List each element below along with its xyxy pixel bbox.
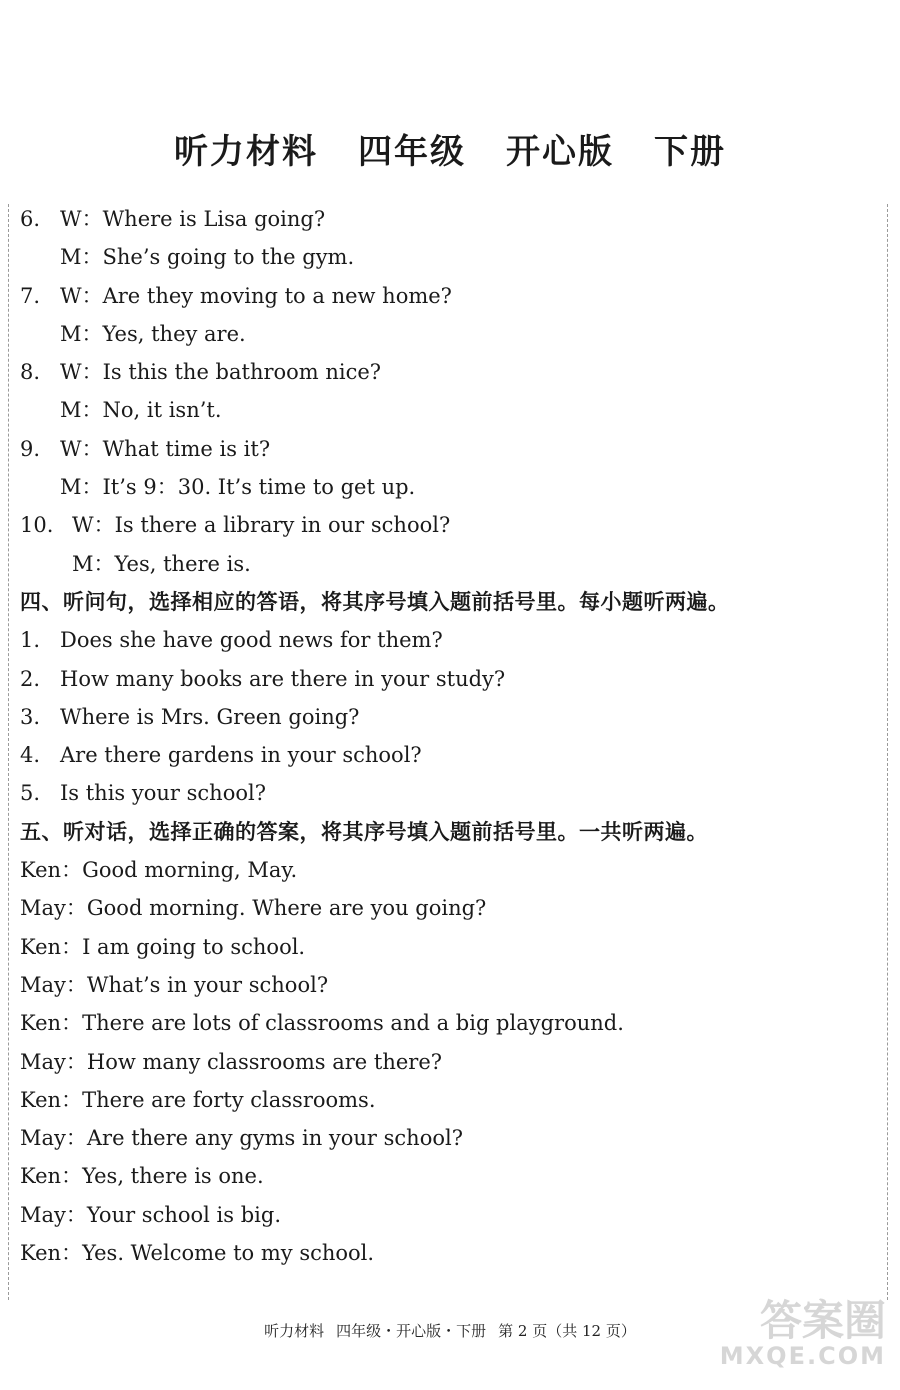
item-number: 2.	[20, 666, 41, 691]
item-number: 1.	[20, 628, 41, 653]
question-item	[20, 736, 880, 774]
item-number: 3.	[20, 704, 41, 729]
question-item	[20, 698, 880, 736]
question-text: Where is Mrs. Green going?	[60, 704, 360, 729]
speaker: Ken：	[20, 1164, 83, 1189]
dialogue-line	[20, 851, 880, 889]
item-number: 8.	[20, 360, 41, 385]
dialogue-text: Are they moving to a new home?	[102, 283, 452, 308]
title-part: 开心版	[506, 132, 614, 172]
dialogue-line	[20, 1004, 880, 1042]
speaker: M：	[60, 398, 103, 423]
speaker: Ken：	[20, 1011, 83, 1036]
speaker: Ken：	[20, 1087, 83, 1112]
speaker: M：	[60, 245, 103, 270]
dialogue-line	[20, 315, 880, 353]
dialogue-line	[20, 1119, 880, 1157]
item-number: 5.	[20, 781, 41, 806]
item-number: 6.	[20, 207, 41, 231]
section-heading: 五、听对话，选择正确的答案，将其序号填入题前括号里。一共听两遍。	[20, 819, 708, 844]
dialogue-text: Where is Lisa going?	[102, 207, 326, 231]
watermark-main: 答案圈	[759, 1296, 886, 1345]
dialogue-line	[20, 928, 880, 966]
speaker: May：	[20, 972, 87, 997]
dialogue-text: How many classrooms are there?	[86, 1049, 443, 1074]
dialogue-line	[20, 391, 880, 429]
dialogue-line	[20, 468, 880, 506]
item-number: 10.	[20, 513, 54, 538]
title-part: 听力材料	[174, 132, 318, 172]
dialogue-text: What time is it?	[102, 436, 271, 461]
speaker: May：	[20, 896, 87, 921]
dialogue-line	[20, 1043, 880, 1081]
speaker: W：	[60, 436, 103, 461]
dialogue-text: Good morning, May.	[82, 858, 298, 883]
dialogue-line	[20, 200, 880, 238]
dialogue-text: Are there any gyms in your school?	[86, 1126, 463, 1151]
item-number: 9.	[20, 436, 41, 461]
question-text: How many books are there in your study?	[60, 666, 506, 691]
question-text: Are there gardens in your school?	[60, 743, 422, 768]
dialogue-text: It’s 9：30. It’s time to get up.	[102, 475, 416, 500]
footer-label: 听力材料	[264, 1322, 325, 1340]
watermark-url: MXQE.COM	[719, 1342, 886, 1370]
dialogue-line	[20, 1234, 880, 1272]
watermark-logo	[719, 1296, 886, 1370]
dialogue-line	[20, 1196, 880, 1234]
speaker: May：	[20, 1126, 87, 1151]
speaker: W：	[72, 513, 115, 538]
question-item	[20, 774, 880, 812]
dialogue-text: There are forty classrooms.	[82, 1087, 376, 1112]
dialogue-text: Is this the bathroom nice?	[102, 360, 382, 385]
footer-page-number: 第 2 页（共 12 页）	[498, 1322, 636, 1340]
dialogue-text: No, it isn’t.	[102, 398, 222, 423]
dialogue-line	[20, 1081, 880, 1119]
dialogue-line	[20, 238, 880, 276]
dialogue-text: Good morning. Where are you going?	[86, 896, 487, 921]
dialogue-line	[20, 889, 880, 927]
speaker: W：	[60, 283, 103, 308]
question-text: Is this your school?	[60, 781, 266, 806]
dialogue-text: Yes, there is one.	[82, 1164, 264, 1189]
dialogue-line	[20, 277, 880, 315]
content-body	[20, 200, 880, 1272]
title-part: 下册	[654, 132, 726, 172]
question-item	[20, 660, 880, 698]
dialogue-line	[20, 1157, 880, 1195]
dialogue-line	[20, 506, 880, 544]
item-number: 7.	[20, 283, 41, 308]
speaker: May：	[20, 1049, 87, 1074]
page-title	[0, 124, 900, 173]
speaker: Ken：	[20, 1241, 83, 1266]
item-number: 4.	[20, 743, 41, 768]
dialogue-text: Yes, they are.	[102, 321, 246, 346]
dialogue-line	[20, 353, 880, 391]
speaker: M：	[72, 551, 115, 576]
dialogue-text: Yes. Welcome to my school.	[82, 1241, 375, 1266]
dialogue-text: What’s in your school?	[86, 972, 329, 997]
question-text: Does she have good news for them?	[60, 628, 443, 653]
dialogue-text: Your school is big.	[86, 1202, 281, 1227]
speaker: May：	[20, 1202, 87, 1227]
speaker: Ken：	[20, 858, 83, 883]
dialogue-text: She’s going to the gym.	[102, 245, 355, 270]
dialogue-line	[20, 430, 880, 468]
speaker: M：	[60, 475, 103, 500]
dialogue-text: Yes, there is.	[114, 551, 251, 576]
speaker: W：	[60, 360, 103, 385]
speaker: M：	[60, 321, 103, 346]
dialogue-line	[20, 545, 880, 583]
dialogue-text: There are lots of classrooms and a big playground.	[82, 1011, 624, 1036]
title-part: 四年级	[358, 132, 466, 172]
footer-edition: 四年级・开心版・下册	[336, 1322, 487, 1340]
speaker: W：	[60, 207, 103, 231]
dialogue-text: I am going to school.	[82, 934, 306, 959]
question-item	[20, 621, 880, 659]
dialogue-line	[20, 966, 880, 1004]
dialogue-text: Is there a library in our school?	[114, 513, 451, 538]
speaker: Ken：	[20, 934, 83, 959]
section-heading: 四、听问句，选择相应的答语，将其序号填入题前括号里。每小题听两遍。	[20, 589, 730, 614]
